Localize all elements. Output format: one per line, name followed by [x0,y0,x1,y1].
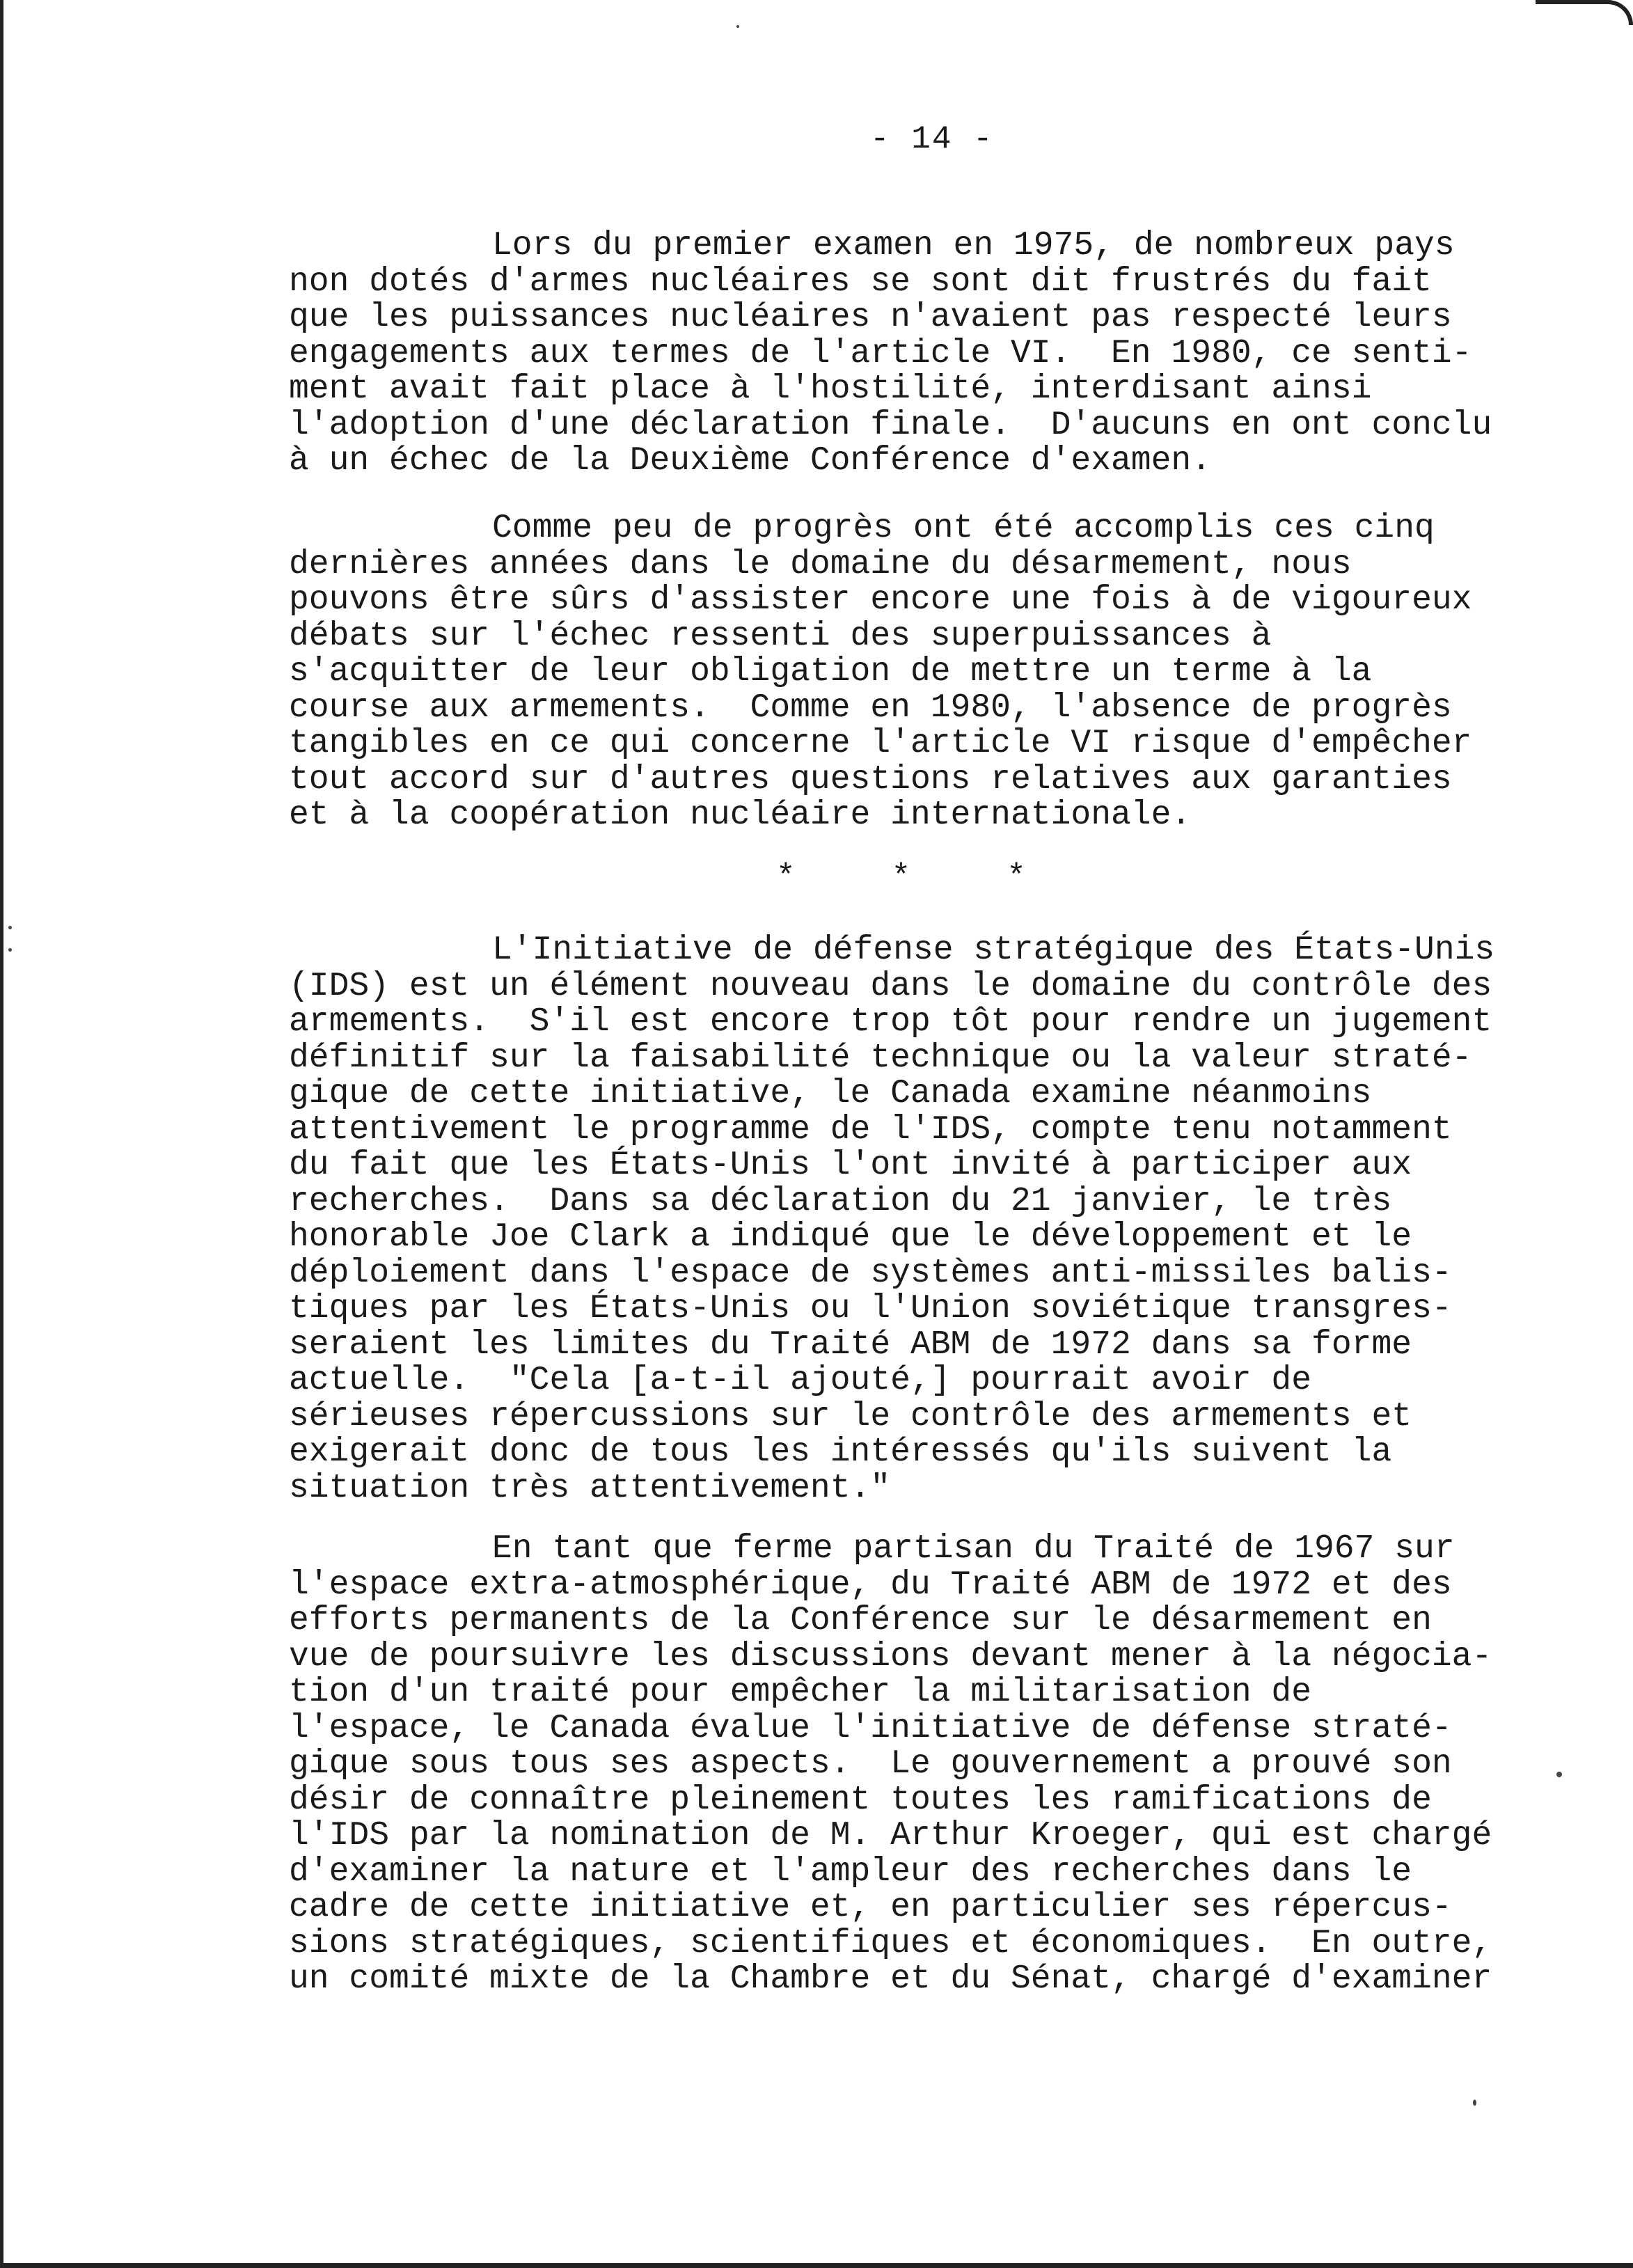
text-line: définitif sur la faisabilité technique ou la valeur straté- [289,1039,1472,1077]
text-line: l'espace, le Canada évalue l'initiative de défense straté- [289,1709,1452,1747]
text-line: pouvons être sûrs d'assister encore une fois à de vigoureux [289,581,1472,619]
text-line: d'examiner la nature et l'ampleur des recherches dans le [289,1852,1412,1891]
scan-speck [8,948,12,952]
text-line: gique sous tous ses aspects. Le gouvernement a prouvé son [289,1745,1452,1783]
text-line: ment avait fait place à l'hostilité, interdisant ainsi [289,370,1372,408]
text-line: désir de connaître pleinement toutes les ramifications de [289,1781,1432,1819]
text-line: armements. S'il est encore trop tôt pour rendre un jugement [289,1003,1492,1041]
text-line: tout accord sur d'autres questions relatives aux garanties [289,760,1452,798]
text-line: situation très attentivement." [289,1469,891,1507]
paragraph [289,1531,1542,1998]
text-line: l'adoption d'une déclaration finale. D'aucuns en ont conclu [289,406,1492,444]
text-line: actuelle. "Cela [a-t-il ajouté,] pourrait avoir de [289,1362,1312,1399]
text-line: En tant que ferme partisan du Traité de 1967 sur [492,1530,1455,1568]
text-line: débats sur l'échec ressenti des superpuissances à [289,617,1272,655]
text-line: Lors du premier examen en 1975, de nombreux pays [492,227,1455,265]
text-line: sérieuses répercussions sur le contrôle des armements et [289,1397,1412,1435]
text-line: Comme peu de progrès ont été accomplis ces cinq [492,510,1435,547]
scan-border-corner [1536,0,1633,25]
text-line: du fait que les États-Unis l'ont invité à participer aux [289,1147,1412,1184]
text-line: l'IDS par la nomination de M. Arthur Kroeger, qui est chargé [289,1817,1492,1854]
text-line: que les puissances nucléaires n'avaient pas respecté leurs [289,299,1452,336]
text-line: s'acquitter de leur obligation de mettre un terme à la [289,653,1372,691]
scan-border-bottom [0,2263,1633,2268]
text-line: exigerait donc de tous les intéressés qu'ils suivent la [289,1433,1392,1471]
scan-speck [8,926,12,929]
text-line: et à la coopération nucléaire internationale. [289,796,1192,834]
page-number: - 14 - [870,121,994,157]
text-line: tangibles en ce qui concerne l'article VI risque d'empêcher [289,725,1472,762]
text-line: seraient les limites du Traité ABM de 1972 dans sa forme [289,1325,1412,1364]
text-line: sions stratégiques, scientifiques et économiques. En outre, [289,1924,1492,1962]
text-line: déploiement dans l'espace de systèmes anti-missiles balis- [289,1254,1452,1292]
text-line: l'espace extra-atmosphérique, du Traité ABM de 1972 et des [289,1566,1452,1604]
paragraph [289,933,1542,1506]
text-line: honorable Joe Clark a indiqué que le développement et le [289,1218,1412,1256]
text-line: non dotés d'armes nucléaires se sont dit frustrés du fait [289,262,1432,301]
scan-speck [1473,2100,1476,2106]
text-line: à un échec de la Deuxième Conférence d'examen. [289,442,1212,480]
text-line: course aux armements. Comme en 1980, l'absence de progrès [289,688,1452,727]
section-separator: * * * [776,859,1026,895]
text-line: recherches. Dans sa déclaration du 21 janvier, le très [289,1182,1392,1220]
text-line: (IDS) est un élément nouveau dans le domaine du contrôle des [289,967,1492,1005]
text-line: un comité mixte de la Chambre et du Sénat, chargé d'examiner [289,1960,1492,1998]
text-line: tion d'un traité pour empêcher la militarisation de [289,1674,1312,1711]
text-line: engagements aux termes de l'article VI. En 1980, ce senti- [289,334,1472,372]
text-line: cadre de cette initiative et, en particulier ses répercus- [289,1889,1452,1926]
text-line: tiques par les États-Unis ou l'Union soviétique transgres- [289,1290,1452,1328]
text-line: efforts permanents de la Conférence sur le désarmement en [289,1602,1432,1639]
text-line: vue de poursuivre les discussions devant mener à la négocia- [289,1637,1492,1676]
text-line: attentivement le programme de l'IDS, compte tenu notamment [289,1110,1452,1149]
paragraph [289,511,1542,834]
text-line: L'Initiative de défense stratégique des États-Unis [492,931,1495,969]
scan-speck [736,25,739,28]
scan-border-left [0,0,3,2268]
text-line: gique de cette initiative, le Canada examine néanmoins [289,1075,1372,1112]
scan-speck [1556,1772,1562,1777]
text-line: dernières années dans le domaine du désarmement, nous [289,545,1352,583]
paragraph [289,228,1542,480]
